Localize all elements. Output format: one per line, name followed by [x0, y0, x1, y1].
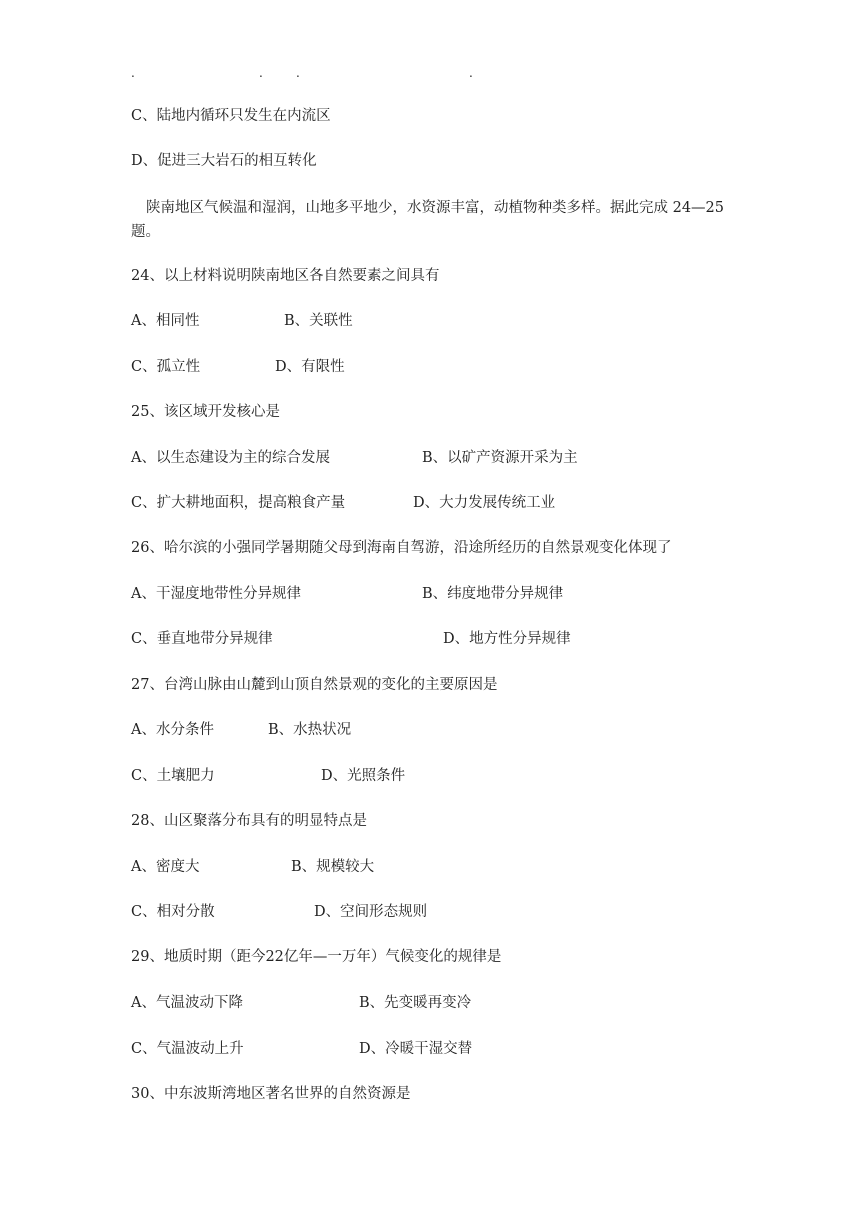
header-dot: .	[259, 66, 263, 80]
question-27-option-c: C、土壤肥力	[131, 768, 215, 784]
question-25-option-b: B、以矿产资源开采为主	[422, 450, 578, 466]
question-24-option-c: C、孤立性	[131, 359, 201, 375]
question-29-option-d: D、冷暖干湿交替	[359, 1041, 473, 1057]
question-26-option-b: B、纬度地带分异规律	[422, 586, 564, 602]
q23-option-c: C、陆地内循环只发生在内流区	[131, 108, 331, 124]
question-27-option-a: A、水分条件	[131, 722, 214, 738]
question-24-option-a: A、相同性	[131, 313, 200, 329]
question-28-option-d: D、空间形态规则	[314, 904, 428, 920]
question-24-stem: 24、以上材料说明陕南地区各自然要素之间具有	[131, 268, 440, 284]
question-28-option-a: A、密度大	[131, 859, 200, 875]
question-24-option-b: B、关联性	[284, 313, 353, 329]
question-29-option-a: A、气温波动下降	[131, 995, 243, 1011]
passage-text: 陕南地区气候温和湿润，山地多平地少，水资源丰富，动植物种类多样。据此完成 24—25 题。	[131, 200, 725, 240]
question-26-option-c: C、垂直地带分异规律	[131, 631, 273, 647]
question-29-option-c: C、气温波动上升	[131, 1041, 244, 1057]
question-26-stem: 26、哈尔滨的小强同学暑期随父母到海南自驾游，沿途所经历的自然景观变化体现了	[131, 540, 672, 556]
question-30-stem: 30、中东波斯湾地区著名世界的自然资源是	[131, 1086, 411, 1102]
header-dot: .	[131, 66, 135, 80]
question-27-stem: 27、台湾山脉由山麓到山顶自然景观的变化的主要原因是	[131, 677, 498, 693]
question-26-option-d: D、地方性分异规律	[443, 631, 571, 647]
question-29-option-b: B、先变暖再变冷	[359, 995, 472, 1011]
question-29-stem: 29、地质时期（距今22亿年—一万年）气候变化的规律是	[131, 949, 502, 965]
question-25-option-c: C、扩大耕地面积，提高粮食产量	[131, 495, 346, 511]
question-26-option-a: A、干湿度地带性分异规律	[131, 586, 301, 602]
question-24-option-d: D、有限性	[275, 359, 345, 375]
question-25-option-a: A、以生态建设为主的综合发展	[131, 450, 330, 466]
question-28-stem: 28、山区聚落分布具有的明显特点是	[131, 813, 367, 829]
question-25-option-d: D、大力发展传统工业	[413, 495, 556, 511]
question-28-option-c: C、相对分散	[131, 904, 215, 920]
q23-option-d: D、促进三大岩石的相互转化	[131, 153, 317, 169]
header-dot: .	[296, 66, 300, 80]
header-dot: .	[469, 66, 473, 80]
question-27-option-d: D、光照条件	[321, 768, 406, 784]
question-27-option-b: B、水热状况	[268, 722, 352, 738]
question-28-option-b: B、规模较大	[291, 859, 375, 875]
question-25-stem: 25、该区域开发核心是	[131, 404, 280, 420]
